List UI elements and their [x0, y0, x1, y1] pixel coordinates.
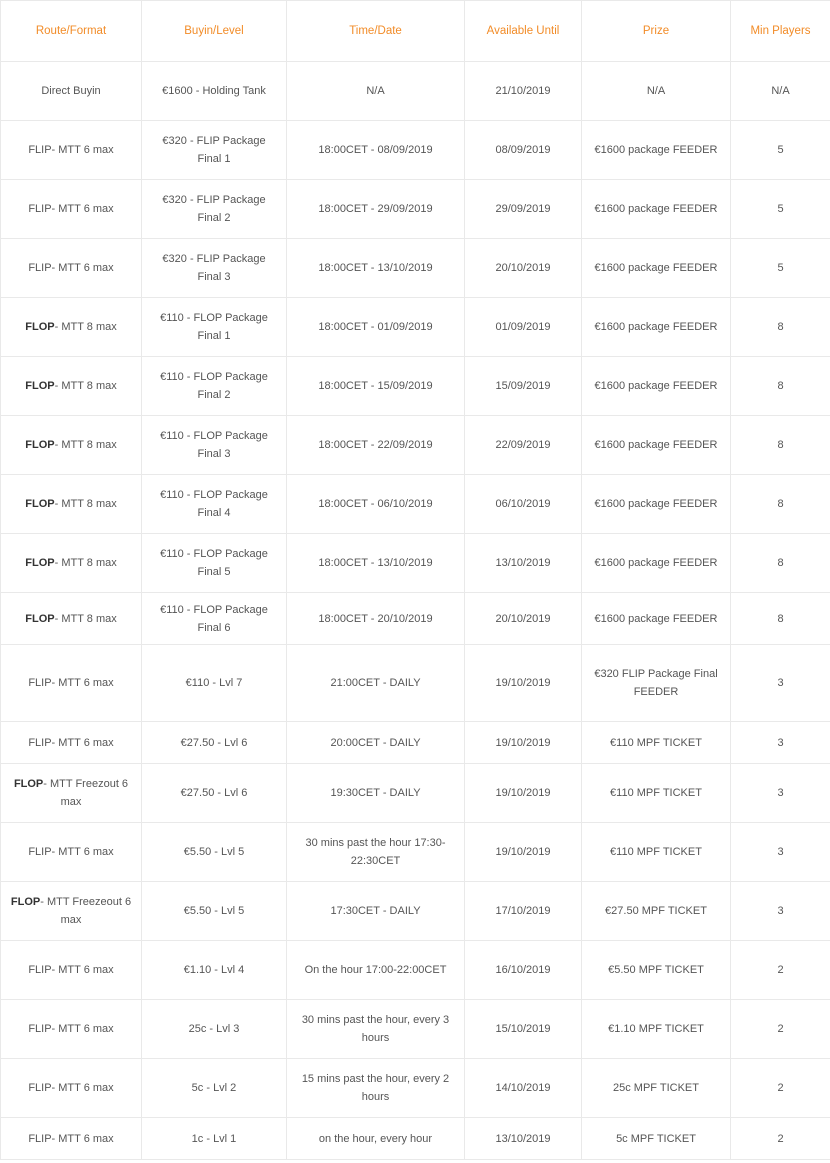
cell-buyin-level: 1c - Lvl 1: [142, 1118, 287, 1160]
cell-prize: €1600 package FEEDER: [582, 357, 731, 416]
cell-route-format: [1, 62, 142, 121]
route-label: FLIP- MTT 6 max: [28, 203, 114, 215]
cell-available-until: 20/10/2019: [465, 239, 582, 298]
route-label: FLIP- MTT 6 max: [28, 964, 114, 976]
cell-buyin-level: €27.50 - Lvl 6: [142, 764, 287, 823]
cell-buyin-level: €110 - FLOP Package Final 4: [142, 475, 287, 534]
table-row: [1, 764, 830, 823]
route-bold-label: FLOP: [25, 439, 55, 451]
cell-time-date: 17:30CET - DAILY: [287, 882, 465, 941]
route-label: - MTT 8 max: [54, 612, 117, 625]
cell-prize: N/A: [582, 62, 731, 121]
cell-route-format: [1, 239, 142, 298]
cell-buyin-level: €320 - FLIP Package Final 1: [142, 121, 287, 180]
header-min-players: Min Players: [731, 1, 830, 62]
cell-min-players: 5: [731, 239, 830, 298]
cell-route-format: [1, 882, 142, 941]
table-row: [1, 416, 830, 475]
cell-route-format: [1, 475, 142, 534]
cell-buyin-level: €320 - FLIP Package Final 3: [142, 239, 287, 298]
route-label: FLIP- MTT 6 max: [28, 736, 114, 749]
cell-prize: €1.10 MPF TICKET: [582, 1000, 731, 1059]
cell-route-format: [1, 1059, 142, 1118]
route-label: - MTT Freezout 6 max: [43, 778, 129, 808]
cell-prize: 5c MPF TICKET: [582, 1118, 731, 1160]
cell-buyin-level: €110 - FLOP Package Final 5: [142, 534, 287, 593]
cell-route-format: [1, 823, 142, 882]
cell-min-players: 8: [731, 593, 830, 645]
table-row: [1, 722, 830, 764]
table-row: [1, 121, 830, 180]
cell-prize: €1600 package FEEDER: [582, 239, 731, 298]
cell-route-format: [1, 1000, 142, 1059]
cell-time-date: 18:00CET - 13/10/2019: [287, 534, 465, 593]
cell-buyin-level: €5.50 - Lvl 5: [142, 823, 287, 882]
cell-min-players: 3: [731, 764, 830, 823]
cell-available-until: 17/10/2019: [465, 882, 582, 941]
cell-time-date: 30 mins past the hour 17:30-22:30CET: [287, 823, 465, 882]
route-bold-label: FLOP: [25, 321, 55, 333]
table-row: [1, 62, 830, 121]
route-bold-label: FLOP: [13, 778, 44, 790]
table-row: [1, 1059, 830, 1118]
cell-prize: €1600 package FEEDER: [582, 416, 731, 475]
cell-available-until: 29/09/2019: [465, 180, 582, 239]
header-route-format: Route/Format: [1, 1, 142, 62]
table-row: [1, 357, 830, 416]
cell-time-date: 18:00CET - 08/09/2019: [287, 121, 465, 180]
cell-time-date: 30 mins past the hour, every 3 hours: [287, 1000, 465, 1059]
cell-time-date: 18:00CET - 13/10/2019: [287, 239, 465, 298]
route-bold-label: FLOP: [25, 380, 55, 392]
route-label: FLIP- MTT 6 max: [28, 144, 114, 156]
cell-time-date: 15 mins past the hour, every 2 hours: [287, 1059, 465, 1118]
route-label: FLIP- MTT 6 max: [28, 1023, 114, 1035]
cell-min-players: 2: [731, 1118, 830, 1160]
cell-route-format: [1, 722, 142, 764]
cell-min-players: 3: [731, 645, 830, 722]
cell-time-date: 18:00CET - 06/10/2019: [287, 475, 465, 534]
cell-available-until: 21/10/2019: [465, 62, 582, 121]
cell-route-format: [1, 121, 142, 180]
table-row: [1, 645, 830, 722]
table-header-row: [1, 1, 830, 62]
route-bold-label: FLOP: [10, 896, 41, 908]
route-label: - MTT Freezeout 6 max: [40, 896, 132, 926]
table-row: [1, 1000, 830, 1059]
cell-available-until: 15/09/2019: [465, 357, 582, 416]
cell-time-date: 18:00CET - 01/09/2019: [287, 298, 465, 357]
cell-available-until: 20/10/2019: [465, 593, 582, 645]
table-row: [1, 593, 830, 645]
cell-available-until: 19/10/2019: [465, 645, 582, 722]
route-label: FLIP- MTT 6 max: [28, 1132, 114, 1145]
cell-time-date: on the hour, every hour: [287, 1118, 465, 1160]
route-label: Direct Buyin: [41, 85, 101, 97]
table-row: [1, 298, 830, 357]
cell-prize: €1600 package FEEDER: [582, 534, 731, 593]
cell-buyin-level: €110 - FLOP Package Final 3: [142, 416, 287, 475]
cell-available-until: 08/09/2019: [465, 121, 582, 180]
cell-available-until: 06/10/2019: [465, 475, 582, 534]
cell-buyin-level: €27.50 - Lvl 6: [142, 722, 287, 764]
cell-route-format: [1, 298, 142, 357]
header-buyin-level: Buyin/Level: [142, 1, 287, 62]
cell-prize: €1600 package FEEDER: [582, 180, 731, 239]
route-label: FLIP- MTT 6 max: [28, 677, 114, 689]
cell-available-until: 14/10/2019: [465, 1059, 582, 1118]
cell-min-players: 8: [731, 416, 830, 475]
cell-buyin-level: 25c - Lvl 3: [142, 1000, 287, 1059]
cell-buyin-level: €110 - FLOP Package Final 2: [142, 357, 287, 416]
cell-prize: 25c MPF TICKET: [582, 1059, 731, 1118]
table-row: [1, 882, 830, 941]
table-row: [1, 475, 830, 534]
cell-route-format: [1, 593, 142, 645]
cell-buyin-level: €1.10 - Lvl 4: [142, 941, 287, 1000]
table-row: [1, 239, 830, 298]
cell-available-until: 13/10/2019: [465, 534, 582, 593]
cell-available-until: 19/10/2019: [465, 823, 582, 882]
cell-min-players: 2: [731, 1059, 830, 1118]
cell-buyin-level: €110 - Lvl 7: [142, 645, 287, 722]
cell-available-until: 22/09/2019: [465, 416, 582, 475]
cell-available-until: 01/09/2019: [465, 298, 582, 357]
cell-time-date: 18:00CET - 20/10/2019: [287, 593, 465, 645]
cell-time-date: 18:00CET - 22/09/2019: [287, 416, 465, 475]
cell-prize: €110 MPF TICKET: [582, 722, 731, 764]
cell-route-format: [1, 764, 142, 823]
cell-prize: €1600 package FEEDER: [582, 593, 731, 645]
cell-min-players: 8: [731, 357, 830, 416]
route-label: - MTT 8 max: [54, 380, 117, 392]
cell-time-date: 18:00CET - 15/09/2019: [287, 357, 465, 416]
cell-min-players: 2: [731, 941, 830, 1000]
cell-buyin-level: €320 - FLIP Package Final 2: [142, 180, 287, 239]
cell-time-date: 20:00CET - DAILY: [287, 722, 465, 764]
cell-time-date: N/A: [287, 62, 465, 121]
cell-min-players: 5: [731, 121, 830, 180]
cell-route-format: [1, 416, 142, 475]
cell-prize: €1600 package FEEDER: [582, 298, 731, 357]
route-label: FLIP- MTT 6 max: [28, 846, 114, 858]
cell-prize: €27.50 MPF TICKET: [582, 882, 731, 941]
cell-route-format: [1, 645, 142, 722]
cell-min-players: 3: [731, 882, 830, 941]
route-label: FLIP- MTT 6 max: [28, 1082, 114, 1094]
table-row: [1, 1118, 830, 1160]
route-label: - MTT 8 max: [54, 498, 117, 510]
table-row: [1, 534, 830, 593]
cell-prize: €1600 package FEEDER: [582, 475, 731, 534]
cell-min-players: 8: [731, 298, 830, 357]
cell-time-date: 19:30CET - DAILY: [287, 764, 465, 823]
cell-time-date: On the hour 17:00-22:00CET: [287, 941, 465, 1000]
cell-buyin-level: €110 - FLOP Package Final 6: [142, 593, 287, 645]
cell-available-until: 13/10/2019: [465, 1118, 582, 1160]
cell-min-players: 3: [731, 722, 830, 764]
route-bold-label: FLOP: [25, 612, 55, 625]
route-label: FLIP- MTT 6 max: [28, 262, 114, 274]
cell-min-players: 3: [731, 823, 830, 882]
header-prize: Prize: [582, 1, 731, 62]
route-bold-label: FLOP: [25, 498, 55, 510]
cell-route-format: [1, 1118, 142, 1160]
route-label: - MTT 8 max: [54, 321, 117, 333]
cell-prize: €110 MPF TICKET: [582, 764, 731, 823]
cell-prize: €5.50 MPF TICKET: [582, 941, 731, 1000]
cell-available-until: 19/10/2019: [465, 764, 582, 823]
route-label: - MTT 8 max: [54, 439, 117, 451]
cell-min-players: N/A: [731, 62, 830, 121]
header-time-date: Time/Date: [287, 1, 465, 62]
cell-min-players: 2: [731, 1000, 830, 1059]
table-body: [1, 62, 830, 1160]
cell-available-until: 16/10/2019: [465, 941, 582, 1000]
table-row: [1, 823, 830, 882]
cell-route-format: [1, 180, 142, 239]
cell-min-players: 5: [731, 180, 830, 239]
cell-buyin-level: €1600 - Holding Tank: [142, 62, 287, 121]
header-available-until: Available Until: [465, 1, 582, 62]
cell-time-date: 21:00CET - DAILY: [287, 645, 465, 722]
cell-route-format: [1, 941, 142, 1000]
cell-buyin-level: €110 - FLOP Package Final 1: [142, 298, 287, 357]
cell-min-players: 8: [731, 475, 830, 534]
table-row: [1, 180, 830, 239]
cell-route-format: [1, 357, 142, 416]
route-label: - MTT 8 max: [54, 557, 117, 569]
cell-prize: €110 MPF TICKET: [582, 823, 731, 882]
cell-prize: €1600 package FEEDER: [582, 121, 731, 180]
route-bold-label: FLOP: [25, 557, 55, 569]
cell-available-until: 19/10/2019: [465, 722, 582, 764]
cell-buyin-level: €5.50 - Lvl 5: [142, 882, 287, 941]
cell-buyin-level: 5c - Lvl 2: [142, 1059, 287, 1118]
cell-time-date: 18:00CET - 29/09/2019: [287, 180, 465, 239]
cell-prize: €320 FLIP Package Final FEEDER: [582, 645, 731, 722]
cell-route-format: [1, 534, 142, 593]
cell-min-players: 8: [731, 534, 830, 593]
table-row: [1, 941, 830, 1000]
cell-available-until: 15/10/2019: [465, 1000, 582, 1059]
